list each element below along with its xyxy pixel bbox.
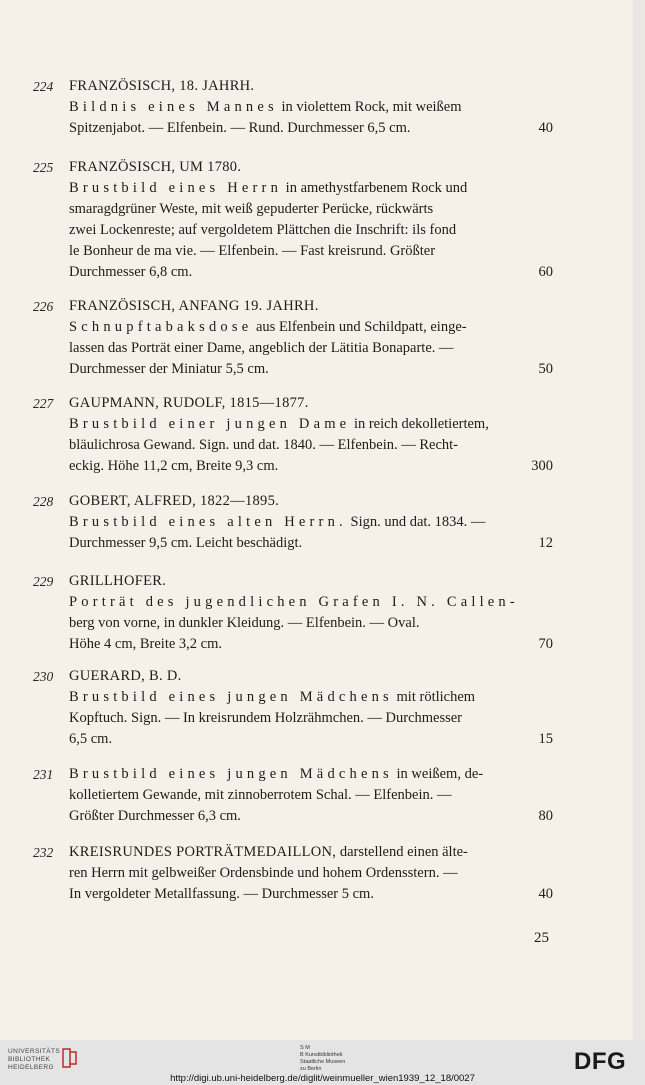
- catalog-page: 224 FRANZÖSISCH, 18. JAHRH. Bildnis eines Mannes in violettem Rock, mit weißem Spitzenjabot. — Elfenbein. — Rund. Durchmesser 6,5 cm. 40 225 FRANZÖSISCH, UM 1780. Brustbild eines Herrn in amethystfarbenem Rock und smaragdgrüner Weste, mit weiß gepuderter Perücke, rückwärts zwei Lockenreste; auf vergoldetem Plättchen die Inschrift: ils fond le Bonheur de ma vie. — Elfenbein. — Fast kreisrund. Größter Durchmesser 6,8 cm. 60 226 FRANZÖSISCH, ANFANG 19. JAHRH. Schnupftabaksdose aus Elfenbein und Schildpatt, einge- lassen das Porträt einer Dame, angeblich der Lätitia Bonaparte. — Durchmesser der Miniatur 5,5 cm. 50 227 GAUPMANN, RUDOLF, 1815—1877. Brustbild einer jungen Dame in reich dekolletiertem, bläulichrosa Gewand. Sign. und dat. 1840. — Elfenbein. — Recht- eckig. Höhe 11,2 cm, Breite 9,3 cm. 300 228 GOBERT, ALFRED, 1822—1895. Brustbild eines alten Herrn. Sign. und dat. 1834. — Durchmesser 9,5 cm. Leicht beschädigt. 12 229 GRILLHOFER. Porträt des jugendlichen Grafen I. N. Callen- berg von vorne, in dunkler Kleidung. — Elfenbein. — Oval. Höhe 4 cm, Breite 3,2 cm. 70 230 GUERARD, B. D. Brustbild eines jungen Mädchens mit rötlichem Kopftuch. Sign. — In kreisrundem Holzrähmchen. — Durchmesser 6,5 cm. 15 231 Brustbild eines jungen Mädchens in weißem, de- kolletiertem Gewande, mit zinnoberrotem Schal. — Elfenbein. — Größter Durchmesser 6,3 cm. 80 232 KREISRUNDES PORTRÄTMEDAILLON, darstellend einen älte- ren Herrn mit gelbweißer Ordensbinde und hohem Ordensstern. — In vergoldeter Metallfassung. — Durchmesser 5 cm. 40 25: [0, 0, 634, 1040]
- entry-price: 60: [538, 264, 553, 280]
- entry-price: 12: [538, 535, 553, 551]
- entry-lead: Brustbild eines jungen Mädchens: [69, 766, 393, 782]
- entry-price: 50: [538, 361, 553, 377]
- entry-heading: GAUPMANN, RUDOLF, 1815—1877.: [69, 395, 309, 411]
- entry-price: 40: [538, 120, 553, 136]
- entry-number: 231: [33, 767, 54, 782]
- page-number: 25: [534, 930, 549, 946]
- page-edge: [633, 0, 645, 1040]
- digitization-footer: [0, 1040, 645, 1085]
- entry-number: 230: [33, 669, 54, 684]
- university-logo-icon: [60, 1047, 78, 1069]
- entry-lead: Porträt des jugendlichen Grafen I. N. Callen-: [69, 594, 519, 610]
- entry-price: 300: [531, 458, 553, 474]
- entry-heading: GUERARD, B. D.: [69, 668, 182, 684]
- entry-price: 15: [538, 731, 553, 747]
- entry-lead: Brustbild einer jungen Dame: [69, 416, 351, 432]
- entry-heading: GOBERT, ALFRED, 1822—1895.: [69, 493, 280, 509]
- entry-number: 225: [33, 160, 54, 175]
- entry-price: 70: [538, 636, 553, 652]
- permalink[interactable]: http://digi.ub.uni-heidelberg.de/diglit/weinmueller_wien1939_12_18/0027: [170, 1073, 475, 1084]
- entry-heading: FRANZÖSISCH, UM 1780.: [69, 159, 242, 175]
- entry-lead: Brustbild eines jungen Mädchens: [69, 689, 393, 705]
- entry-lead: Schnupftabaksdose: [69, 319, 253, 335]
- entry-heading: FRANZÖSISCH, ANFANG 19. JAHRH.: [69, 298, 319, 314]
- entry-lead: Brustbild eines alten Herrn.: [69, 514, 347, 530]
- entry-lead: Bildnis eines Mannes: [69, 99, 278, 115]
- entry-number: 227: [33, 396, 54, 411]
- university-library-label: UNIVERSITÄTS BIBLIOTHEK HEIDELBERG: [8, 1048, 61, 1071]
- entry-number: 232: [33, 845, 54, 860]
- dfg-logo: DFG: [574, 1048, 627, 1075]
- entry-price: 80: [538, 808, 553, 824]
- entry-number: 224: [33, 79, 54, 94]
- entry-price: 40: [538, 886, 553, 902]
- entry-lead: Brustbild eines Herrn: [69, 180, 283, 196]
- lending-library-label: S M B Kunstbibliothek Staatliche Museen zu Berlin: [300, 1045, 346, 1072]
- entry-number: 228: [33, 494, 54, 509]
- entry-number: 229: [33, 574, 54, 589]
- entry-heading: KREISRUNDES PORTRÄTMEDAILLON,: [69, 844, 337, 860]
- entry-number: 226: [33, 299, 54, 314]
- entry-heading: FRANZÖSISCH, 18. JAHRH.: [69, 78, 255, 94]
- entry-heading: GRILLHOFER.: [69, 573, 167, 589]
